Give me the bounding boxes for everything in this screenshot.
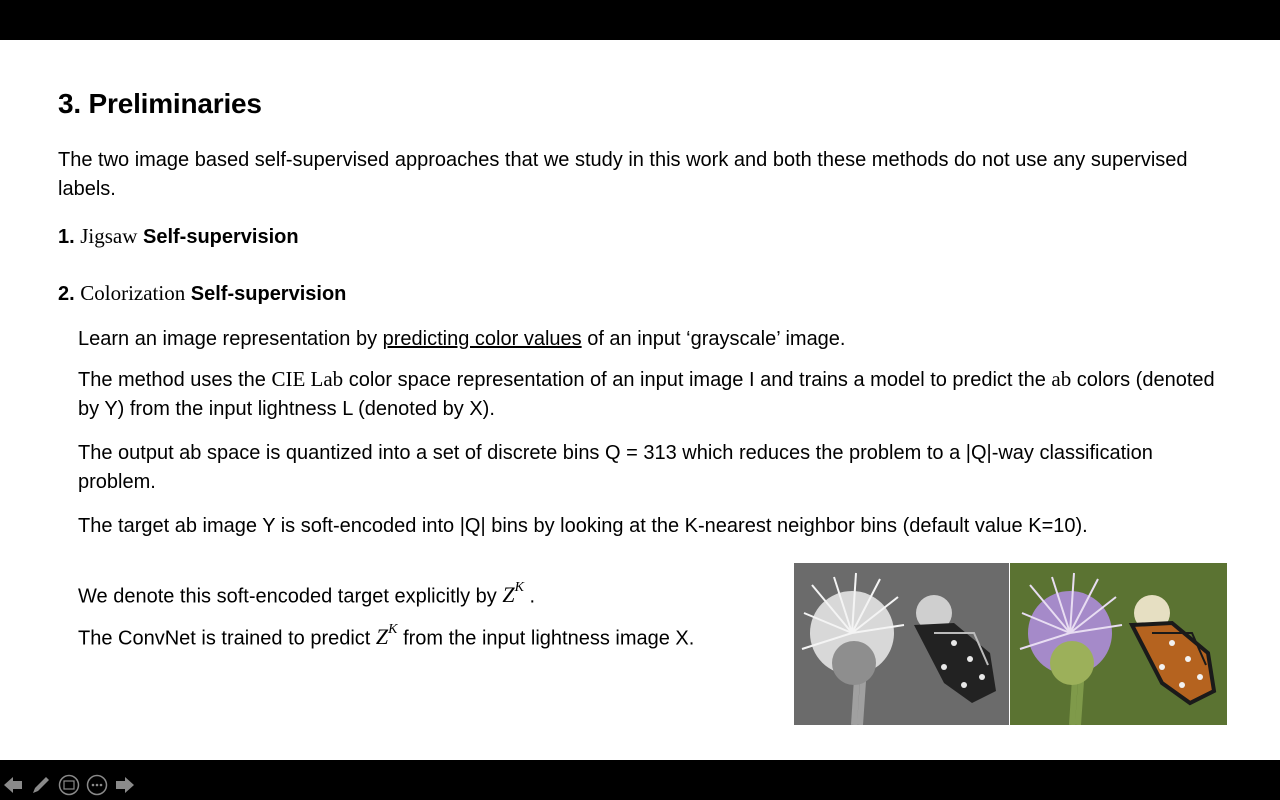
text: Learn an image representation by — [78, 328, 383, 350]
intro-text: The two image based self-supervised approaches that we study in this work and both these methods do not use any supervised labels. — [58, 149, 1188, 200]
section-name: Jigsaw — [80, 224, 138, 248]
paragraph-convnet — [78, 618, 698, 653]
previous-arrow-icon[interactable] — [2, 774, 24, 796]
paragraph-denote — [78, 576, 698, 611]
slides-icon[interactable] — [58, 774, 80, 796]
slideshow-controls — [2, 773, 136, 797]
predicting-color-values-link: predicting color values — [382, 328, 582, 350]
text: of an input ‘grayscale’ image. — [581, 328, 846, 350]
z: Z — [502, 582, 515, 608]
paragraph-soft-encoded: The target ab image Y is soft-encoded into |Q| bins by looking at the K-nearest neighbor bins (default value K=10). — [78, 515, 1088, 537]
section-number: 2. — [58, 283, 81, 305]
k: K — [388, 622, 398, 637]
colorized-butterfly-image — [1010, 563, 1227, 725]
section-colorization-heading — [58, 281, 346, 306]
slide-title: 3. Preliminaries — [58, 88, 262, 119]
k: K — [514, 580, 524, 595]
cie-lab-term: CIE Lab — [271, 367, 344, 391]
more-icon[interactable] — [86, 774, 108, 796]
section-name: Colorization — [80, 281, 186, 305]
zk-symbol — [502, 582, 524, 607]
text: color space representation of an input image I and trains a model to predict the — [343, 369, 1052, 391]
section-rest: Self-supervision — [185, 283, 347, 305]
text: colors (denoted by Y) from the input lightness L (denoted by X). — [78, 369, 1215, 420]
grayscale-butterfly-image — [794, 563, 1009, 725]
text: . — [523, 585, 536, 608]
colorized-butterfly-icon — [1010, 563, 1227, 725]
text: We denote this soft-encoded target explicitly by — [78, 585, 503, 608]
ab-term: ab — [1051, 367, 1072, 391]
paragraph-quantized: The output ab space is quantized into a set of discrete bins Q = 313 which reduces the problem to a |Q|-way classification problem. — [78, 442, 1153, 493]
section-rest: Self-supervision — [137, 226, 299, 248]
text: The ConvNet is trained to predict — [78, 627, 376, 650]
text: from the input lightness image X. — [397, 627, 695, 650]
paragraph-method — [78, 365, 1228, 424]
pen-icon[interactable] — [30, 774, 52, 796]
slide — [0, 40, 1280, 760]
next-arrow-icon[interactable] — [114, 774, 136, 796]
section-number: 1. — [58, 226, 81, 248]
text: The method uses the — [78, 369, 272, 391]
z: Z — [375, 624, 389, 650]
zk-symbol — [376, 624, 398, 649]
paragraph-learn — [78, 325, 1228, 354]
grayscale-butterfly-icon — [794, 563, 1009, 725]
colorization-example-image — [794, 563, 1227, 725]
section-jigsaw-heading — [58, 224, 299, 249]
